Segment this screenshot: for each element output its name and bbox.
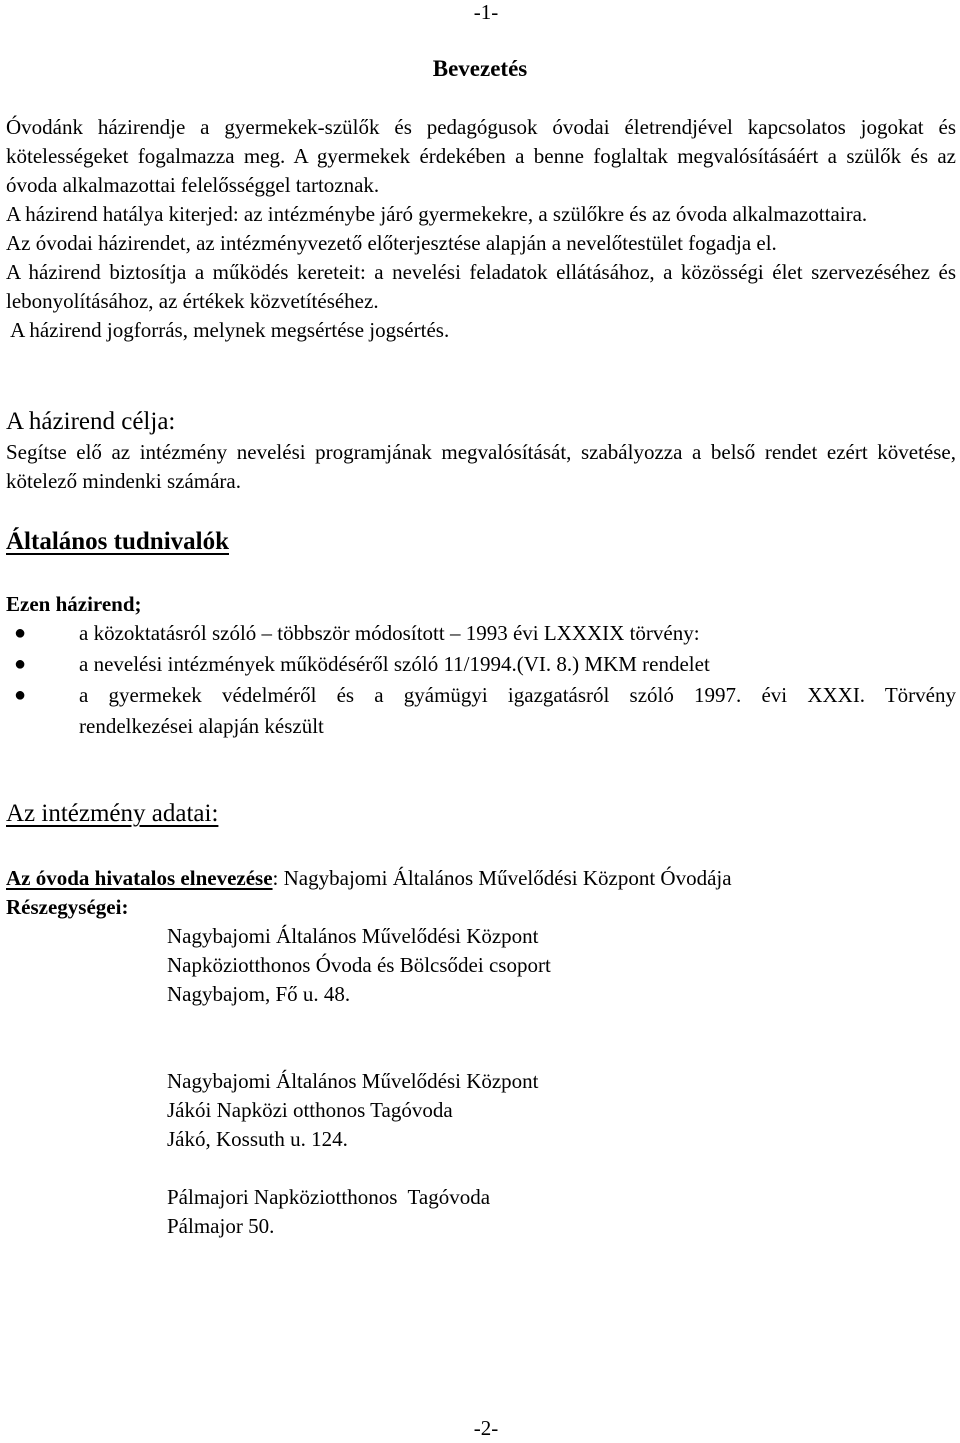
unit-2-address: Jákó, Kossuth u. 124. xyxy=(167,1127,348,1151)
unit-3-name: Pálmajori Napköziotthonos Tagóvoda xyxy=(167,1185,491,1209)
official-name-separator: : xyxy=(272,866,279,890)
unit-2-name: Nagybajomi Általános Művelődési Központ xyxy=(167,1069,539,1093)
goal-heading: A házirend célja: xyxy=(6,408,176,435)
intro-paragraph-3: Az óvodai házirendet, az intézményvezető előterjesztése alapján a nevelőtestület fogadja el. xyxy=(6,231,777,255)
intro-paragraph-4: A házirend biztosítja a működés kereteit: a nevelési feladatok ellátásához, a közösségi élet szervezéséhez és lebonyolításához, az értékek közvetítéséhez. xyxy=(6,260,956,313)
list-item xyxy=(0,681,956,741)
intro-paragraph-2: A házirend hatálya kiterjed: az intézménybe járó gyermekekre, a szülőkre és az óvoda alkalmazottaira. xyxy=(6,202,868,226)
units-label: Részegységei: xyxy=(6,895,129,919)
law-text-1: a közoktatásról szóló – többször módosított – 1993 évi LXXXIX törvény: xyxy=(79,621,700,645)
bullet-icon: ● xyxy=(14,684,27,706)
general-lead: Ezen házirend; xyxy=(6,592,142,616)
official-name-label: Az óvoda hivatalos elnevezése xyxy=(6,866,273,890)
bullet-icon: ● xyxy=(14,622,27,644)
unit-3-address: Pálmajor 50. xyxy=(167,1214,275,1238)
intro-paragraph-1: Óvodánk házirendje a gyermekek-szülők és pedagógusok óvodai életrendjével kapcsolatos jogokat és kötelességeket fogalmazza meg. A gyermekek érdekében a benne foglaltak megvalósításáért a szülők és az óvoda alkalmazottai felelősséggel tartoznak. xyxy=(6,115,956,197)
unit-3 xyxy=(167,1183,490,1241)
law-text-3: a gyermekek védelméről és a gyámügyi igazgatásról szóló 1997. évi XXXI. Törvény xyxy=(79,683,956,707)
bullet-icon: ● xyxy=(14,653,27,675)
unit-1 xyxy=(167,922,551,1009)
law-text-2: a nevelési intézmények működéséről szóló 11/1994.(VI. 8.) MKM rendelet xyxy=(79,652,710,676)
institution-heading: Az intézmény adatai: xyxy=(6,800,219,827)
unit-1-type: Napköziotthonos Óvoda és Bölcsődei csoport xyxy=(167,953,551,977)
intro-title: Bevezetés xyxy=(432,56,528,81)
unit-1-name: Nagybajomi Általános Művelődési Központ xyxy=(167,924,539,948)
law-text-3-continuation: rendelkezései alapján készült xyxy=(79,714,324,738)
list-item xyxy=(0,650,956,681)
goal-text: Segítse elő az intézmény nevelési programjának megvalósítását, szabályozza a belső rendet ezért követése, kötelező mindenki számára. xyxy=(6,440,956,493)
general-heading: Általános tudnivalók xyxy=(6,528,229,555)
page-number-top: -1- xyxy=(473,0,499,24)
intro-paragraph-5: A házirend jogforrás, melynek megsértése jogsértés. xyxy=(6,318,450,342)
official-name-line xyxy=(6,864,732,893)
unit-2 xyxy=(167,1067,539,1154)
unit-1-address: Nagybajom, Fő u. 48. xyxy=(167,982,351,1006)
unit-2-type: Jákói Napközi otthonos Tagóvoda xyxy=(167,1098,453,1122)
goal-section xyxy=(6,438,956,496)
intro-section xyxy=(6,113,956,345)
page-number-bottom: -2- xyxy=(473,1416,499,1440)
list-item xyxy=(0,619,956,650)
official-name-value: Nagybajomi Általános Művelődési Központ Óvodája xyxy=(278,866,732,890)
law-list xyxy=(0,619,956,741)
